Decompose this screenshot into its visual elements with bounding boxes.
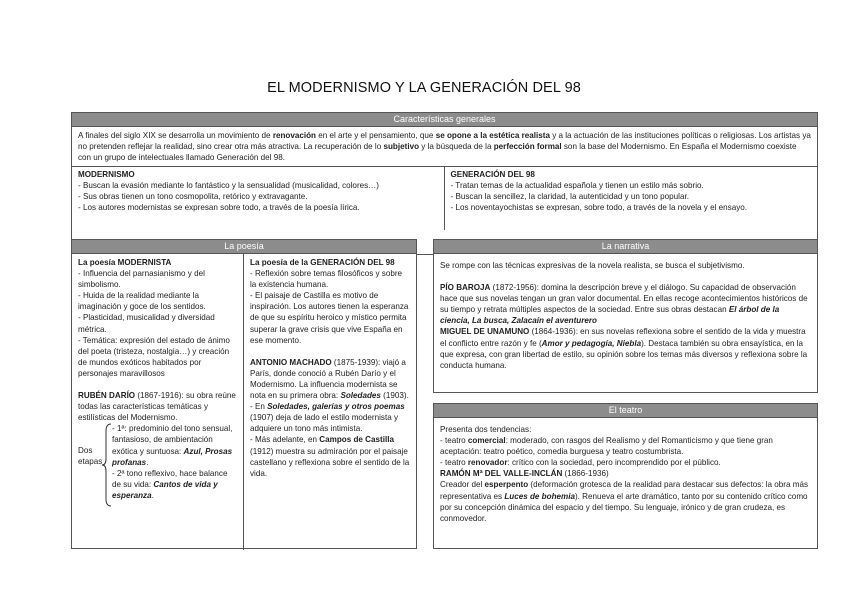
dario-name: RUBÉN DARÍO bbox=[78, 391, 136, 401]
poesia-generacion-item: - Reflexión sobre temas filosóficos y sobre la existencia humana. bbox=[250, 269, 403, 290]
etapa-1-text: - 1ª: predominio del tono sensual, fantasioso, de ambientación exótica y suntuosa: bbox=[112, 424, 233, 456]
poesia-generacion-heading: La poesía de la GENERACIÓN DEL 98 bbox=[250, 258, 395, 267]
general-characteristics-box bbox=[71, 112, 818, 255]
machado-name: ANTONIO MACHADO bbox=[250, 357, 332, 367]
generacion-item: - Los noventayochistas se expresan, sobre todo, a través de la novela y el ensayo. bbox=[450, 203, 747, 213]
campos-text: (1912) muestra su admiración por el paisaje castellano y reflexiona sobre el sentido de la vida. bbox=[250, 446, 410, 478]
intro-part: perfección formal bbox=[493, 142, 562, 152]
sol2-text: (1907) deja de lado el estilo modernista y adquiere un tono más intimista. bbox=[250, 413, 399, 434]
general-intro bbox=[72, 127, 817, 167]
generacion-heading: GENERACIÓN DEL 98 bbox=[450, 170, 535, 179]
poesia-modernista-item: - Plasticidad, musicalidad y diversidad métrica. bbox=[78, 313, 215, 334]
unamuno-text: (1864-1936): en sus novelas reflexiona sobre el sentido de la vida y muestra el conflicto entre razón y fe ( bbox=[440, 327, 806, 348]
machado-paragraph bbox=[250, 357, 410, 401]
esperpento-term: esperpento bbox=[484, 480, 529, 490]
generacion-item: - Tratan temas de la actualidad española y tienen un estilo más sobrio. bbox=[450, 181, 704, 191]
narrativa-intro: Se rompe con las técnicas expresivas de la novela realista, se busca el subjetivismo. bbox=[440, 261, 745, 270]
campos-paragraph bbox=[250, 434, 410, 478]
teatro-box bbox=[433, 403, 818, 549]
unamuno-name: MIGUEL DE UNAMUNO bbox=[440, 327, 530, 337]
modernismo-heading: MODERNISMO bbox=[78, 170, 135, 179]
narrativa-header: La narrativa bbox=[434, 240, 817, 254]
modernismo-item: - Sus obras tienen un tono cosmopolita, retórico y extravagante. bbox=[78, 192, 308, 202]
dario-paragraph bbox=[78, 390, 237, 423]
baroja-name: PÍO BAROJA bbox=[440, 283, 491, 293]
intro-part: se opone a la estética realista bbox=[435, 131, 550, 140]
teatro-intro: Presenta dos tendencias: bbox=[440, 425, 532, 434]
unamuno-paragraph bbox=[440, 326, 811, 370]
soledades-galerias-paragraph bbox=[250, 401, 410, 434]
unamuno-text-2: ). Destaca también su obra ensayística, en la que expresa, con gran libertad de estilo, su opinión sobre los temas más diversos y reflexiona sobre la conducta humana. bbox=[440, 338, 808, 370]
sol2-pre: - En bbox=[250, 402, 268, 412]
poesia-modernista-item: - Huida de la realidad mediante la imaginación y goce de los sentidos. bbox=[78, 291, 206, 312]
campos-work: Campos de Castilla bbox=[319, 435, 394, 445]
modernismo-item: - Buscan la evasión mediante lo fantástico y la sensualidad (musicalidad, colores…) bbox=[78, 181, 379, 191]
comercial-text: : moderado, con rasgos del Realismo y del Romanticismo y que tiene gran aceptación: teatro poético, comedia burguesa y teatro costumbrista. bbox=[440, 436, 773, 457]
valle-name: RAMÓN Mª DEL VALLE-INCLÁN bbox=[440, 469, 563, 479]
intro-part: A finales del siglo XIX se desarrolla un movimiento de bbox=[78, 131, 273, 140]
renovador-text: : crítico con la sociedad, pero incomprendido por el público. bbox=[507, 458, 721, 468]
brace-icon bbox=[102, 423, 112, 507]
baroja-text: (1872-1956): domina la descripción breve y el diálogo. Su capacidad de observación hace que sus novelas tengan un gran valor documental. En ellas recoge acontecimientos históricos de su tiempo y retrata múltiples aspectos de la sociedad. Entre sus obras destacan bbox=[440, 283, 808, 315]
etapa-1-works: Azul, Prosas profanas bbox=[112, 446, 233, 467]
soledades-year: (1903). bbox=[380, 391, 409, 401]
teatro-comercial bbox=[440, 435, 811, 457]
page-title: EL MODERNISMO Y LA GENERACIÓN DEL 98 bbox=[267, 80, 581, 96]
comercial-term: comercial bbox=[467, 436, 506, 446]
intro-part: y la búsqueda de la bbox=[419, 142, 494, 152]
generacion-column bbox=[445, 167, 818, 230]
renovador-term: renovador bbox=[467, 458, 508, 468]
unamuno-works: Amor y pedagogía, Niebla bbox=[541, 338, 642, 348]
generacion-item: - Buscan la sencillez, la claridad, la autenticidad y un tono popular. bbox=[450, 192, 689, 202]
modernismo-item: - Los autores modernistas se expresan sobre todo, a través de la poesía lírica. bbox=[78, 203, 360, 213]
machado-text: (1875-1939): viajó a París, donde conoció a Rubén Darío y el Modernismo. La influencia modernista se nota en su primera obra: bbox=[250, 357, 406, 401]
renovador-pre: - teatro bbox=[440, 458, 468, 468]
bohemia-work: Luces de bohemia bbox=[504, 491, 575, 501]
dario-text: (1867-1916): su obra reúne todas las características temáticas y estilísticas del Modernismo. bbox=[78, 391, 236, 423]
valle-heading bbox=[440, 468, 811, 479]
general-header: Características generales bbox=[72, 113, 817, 127]
teatro-header: El teatro bbox=[434, 404, 817, 418]
intro-part: y a la actuación de las instituciones políticas o religiosas. Los artistas ya no pretenden reflejar la realidad, sino crear otra más atractiva. La recuperación de lo bbox=[78, 131, 811, 152]
intro-part: son la base del Modernismo. En España el Modernismo coexiste con un grupo de intelectuales llamado Generación del 98. bbox=[78, 142, 797, 163]
intro-part: renovación bbox=[272, 131, 316, 140]
baroja-paragraph bbox=[440, 282, 811, 326]
poesia-generacion-column bbox=[244, 254, 416, 550]
poesia-header: La poesía bbox=[72, 240, 416, 254]
baroja-works: El árbol de la ciencia, La busca, Zalacaín el aventurero bbox=[440, 305, 780, 326]
etapa-1: - 1ª: predominio del tono sensual, fantasioso, de ambientación exótica y suntuosa: Azul, Prosas profanas. bbox=[112, 424, 233, 467]
poesia-modernista-heading: La poesía MODERNISTA bbox=[78, 258, 172, 267]
etapa-2: - 2ª tono reflexivo, hace balance de su vida: Cantos de vida y esperanza. bbox=[112, 468, 228, 500]
valle-text-2: ). Renueva el arte dramático, tanto por su contenido crítico como por su concepción dinámica del espacio y del tiempo. Su lenguaje, irónico y de gran crudeza, es conmovedor. bbox=[440, 491, 808, 523]
narrativa-box bbox=[433, 239, 818, 393]
poesia-modernista-column bbox=[72, 254, 244, 550]
intro-part: subjetivo bbox=[383, 142, 420, 152]
etapas-block bbox=[78, 423, 237, 507]
valle-years: (1866-1936) bbox=[562, 469, 609, 479]
soledades-work: Soledades bbox=[340, 391, 381, 401]
sol2-work: Soledades, galerías y otros poemas bbox=[267, 402, 405, 412]
teatro-renovador bbox=[440, 457, 811, 468]
etapa-2-works: Cantos de vida y esperanza bbox=[112, 479, 218, 500]
poesia-modernista-item: - Influencia del parnasianismo y del simbolismo. bbox=[78, 269, 205, 290]
poesia-generacion-item: - El paisaje de Castilla es motivo de inspiración. Los autores tienen la esperanza de que su espíritu heroico y místico permita superar la grave crisis que vive España en ese momento. bbox=[250, 291, 409, 345]
comercial-pre: - teatro bbox=[440, 436, 468, 446]
etapa-2-text: - 2ª tono reflexivo, hace balance de su vida: bbox=[112, 468, 228, 489]
etapas-label: Dos etapas bbox=[78, 446, 103, 467]
poesia-modernista-item: - Temática: expresión del estado de ánimo del poeta (tristeza, nostalgia…) y creación de mundos exóticos habitados por personajes maravillosos bbox=[78, 335, 230, 378]
valle-paragraph bbox=[440, 479, 811, 523]
valle-pre: Creador del bbox=[440, 480, 485, 490]
poesia-box bbox=[71, 239, 417, 549]
campos-pre: - Más adelante, en bbox=[250, 435, 320, 445]
valle-text: (deformación grotesca de la realidad para destacar sus defectos: la obra más representativa es bbox=[440, 480, 809, 501]
intro-part: en el arte y el pensamiento, que bbox=[316, 131, 436, 140]
modernismo-column bbox=[72, 167, 445, 230]
